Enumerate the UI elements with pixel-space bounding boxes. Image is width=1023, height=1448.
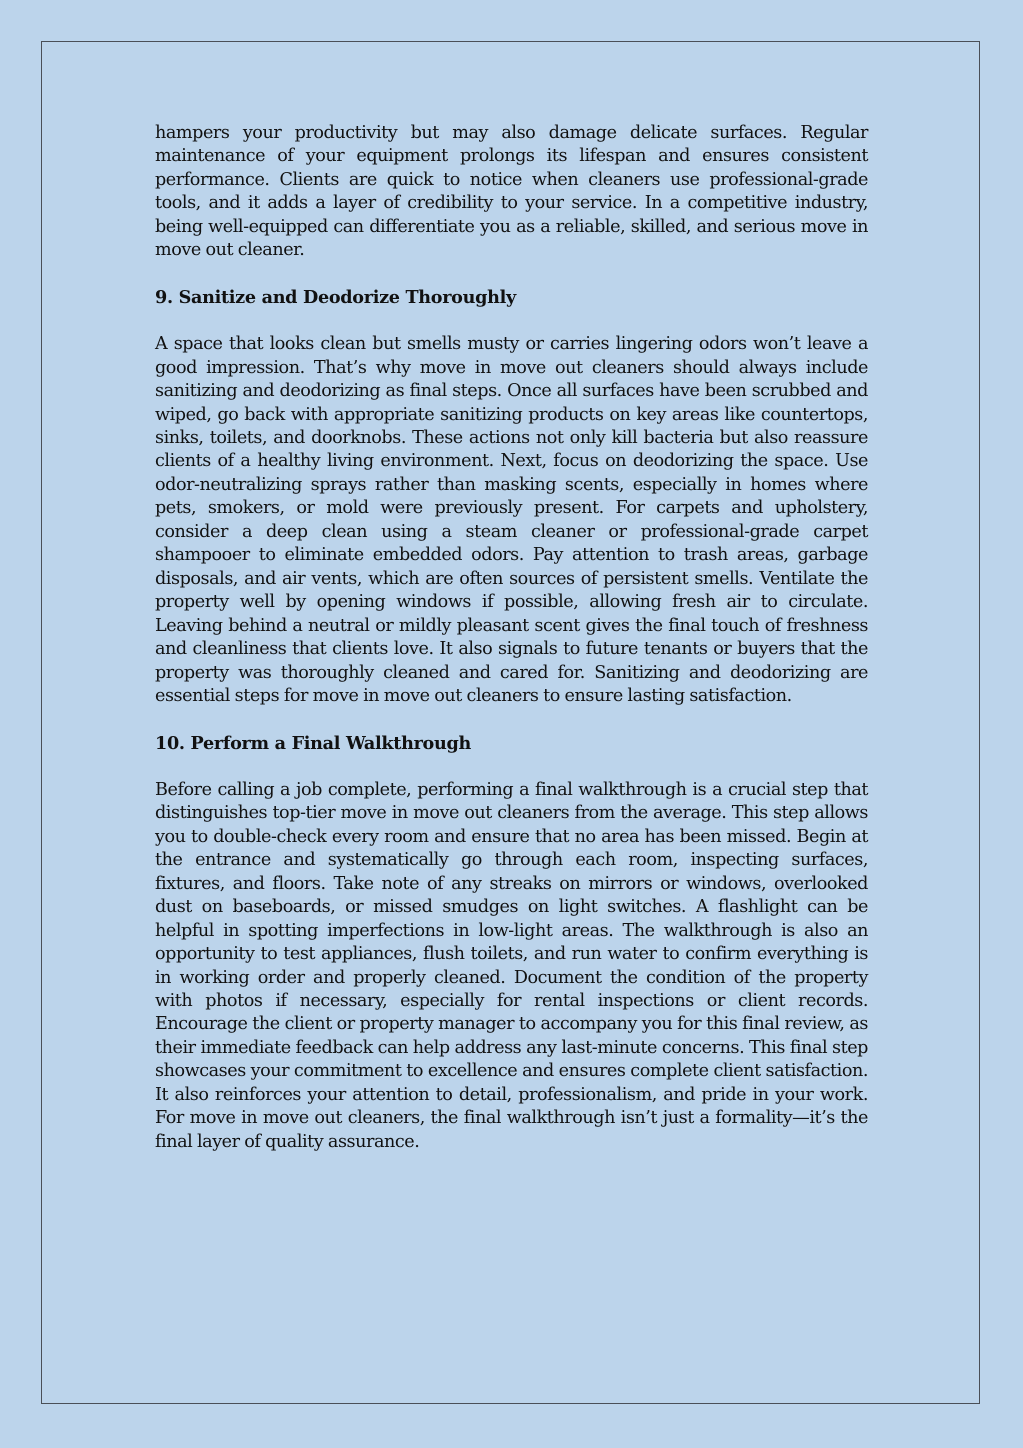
section-body-sanitize-deodorize: A space that looks clean but smells musty or carries lingering odors won’t leave a good impression. That’s why move in move out cleaners should always include sanitizing and deodorizing as final steps. Once all surfaces have been scrubbed and wiped, go back with appropriate sanitizing products on key areas like countertops, sinks, toilets, and doorknobs. These actions not only kill bacteria but also reassure clients of a healthy living environment. Next, focus on deodorizing the space. Use odor-neutralizing sprays rather than masking scents, especially in homes where pets, smokers, or mold were previously present. For carpets and upholstery, consider a deep clean using a steam cleaner or professional-grade carpet shampooer to eliminate embedded odors. Pay attention to trash areas, garbage disposals, and air vents, which are often sources of persistent smells. Ventilate the property well by opening windows if possible, allowing fresh air to circulate. Leaving behind a neutral or mildly pleasant scent gives the final touch of freshness and cleanliness that clients love. It also signals to future tenants or buyers that the property was thoroughly cleaned and cared for. Sanitizing and deodorizing are essential steps for move in move out cleaners to ensure lasting satisfaction. <box>155 334 868 706</box>
section-heading-final-walkthrough: 10. Perform a Final Walkthrough <box>155 732 471 754</box>
section-heading-sanitize-deodorize: 9. Sanitize and Deodorize Thoroughly <box>155 287 516 309</box>
section-body-final-walkthrough: Before calling a job complete, performing a final walkthrough is a crucial step that distinguishes top-tier move in move out cleaners from the average. This step allows you to double-check every room and ensure that no area has been missed. Begin at the entrance and systematically go through each room, inspecting surfaces, fixtures, and floors. Take note of any streaks on mirrors or windows, overlooked dust on baseboards, or missed smudges on light switches. A flashlight can be helpful in spotting imperfections in low-light areas. The walkthrough is also an opportunity to test appliances, flush toilets, and run water to confirm everything is in working order and properly cleaned. Document the condition of the property with photos if necessary, especially for rental inspections or client records. Encourage the client or property manager to accompany you for this final review, as their immediate feedback can help address any last-minute concerns. This final step showcases your commitment to excellence and ensures complete client satisfaction. It also reinforces your attention to detail, professionalism, and pride in your work. For move in move out cleaners, the final walkthrough isn’t just a formality—it’s the final layer of quality assurance. <box>155 779 868 1152</box>
intro-paragraph: hampers your productivity but may also damage delicate surfaces. Regular maintenance of your equipment prolongs its lifespan and ensures consistent performance. Clients are quick to notice when cleaners use professional-grade tools, and it adds a layer of credibility to your service. In a competitive industry, being well-equipped can differentiate you as a reliable, skilled, and serious move in move out cleaner. <box>155 123 868 261</box>
document-body <box>155 122 868 1154</box>
